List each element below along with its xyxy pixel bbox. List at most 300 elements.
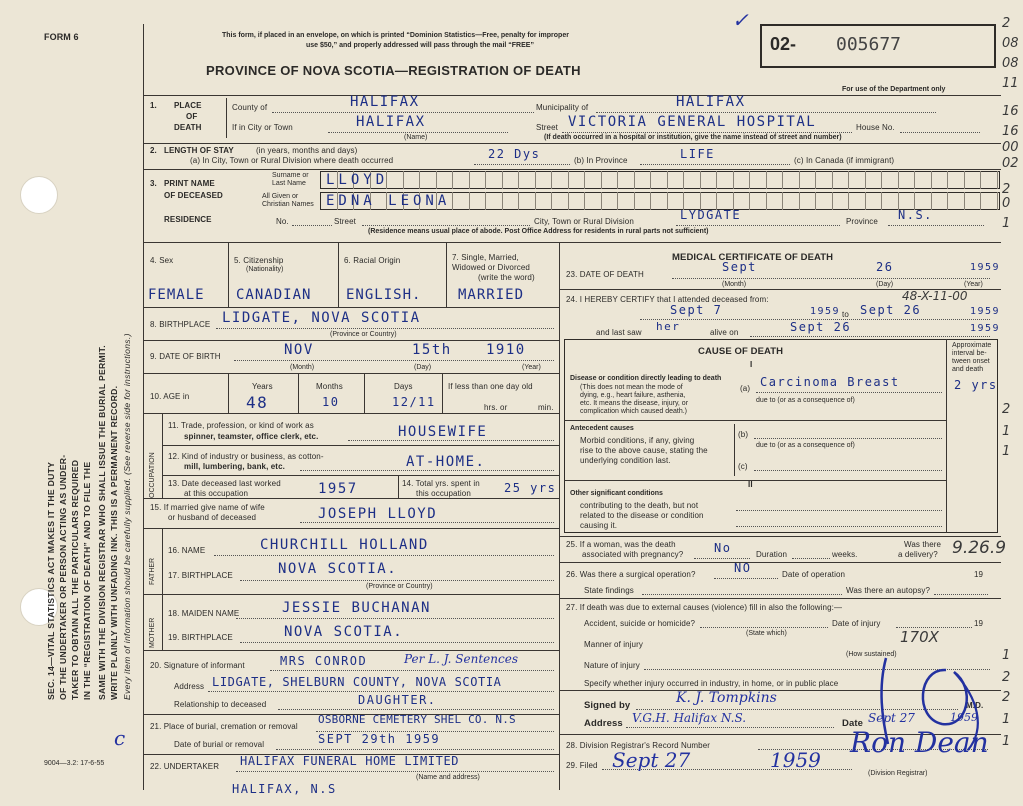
county-label: County of: [232, 103, 268, 112]
age-days-value: 12/11: [392, 395, 436, 409]
city-name-caption: (Name): [404, 134, 428, 141]
age-div-2: [298, 373, 299, 413]
totalyrs-label-1: 14. Total yrs. spent in: [402, 479, 480, 488]
registration-number: 005677: [836, 34, 902, 55]
weeks-label: weeks.: [832, 550, 858, 559]
name-num: 3.: [150, 179, 157, 188]
dod-year: 1959: [970, 262, 1001, 273]
side-instruction-1: SEC. 14—VITAL STATISTICS ACT MAKES IT THE DUTY: [46, 461, 56, 700]
duration-label: Duration: [756, 550, 788, 559]
informant-rel-line: [278, 709, 554, 710]
findings-label: State findings: [584, 586, 634, 595]
other-line-1: [736, 510, 942, 511]
approx-2: interval be-: [952, 350, 987, 357]
approx-3: tween onset: [952, 358, 990, 365]
street-value: VICTORIA GENERAL HOSPITAL: [568, 114, 817, 130]
cause-a-line: [756, 392, 942, 393]
name-label-1: PRINT NAME: [164, 179, 215, 188]
dob-year: 1910: [486, 342, 526, 358]
name-cell-divider: [931, 171, 932, 189]
name-cell-divider: [799, 192, 800, 210]
residence-note: (Residence means usual place of abode. Post Office Address for residents in rural parts not sufficient): [368, 228, 709, 235]
form-number: FORM 6: [44, 32, 79, 42]
place-label-2: OF: [186, 112, 198, 121]
dob-day-caption: (Day): [414, 364, 432, 371]
marital-label-3: (write the word): [478, 273, 535, 282]
margin-code: 11: [1002, 76, 1019, 91]
name-cell-divider: [683, 171, 684, 189]
dod-line: [672, 278, 990, 279]
margin-code: 2: [1002, 670, 1011, 685]
injury-date-label: Date of injury: [832, 619, 881, 628]
spouse-line: [300, 522, 554, 523]
name-cell-divider: [964, 171, 965, 189]
age-div-1: [228, 373, 229, 413]
name-cell-divider: [848, 192, 849, 210]
autopsy-line: [934, 594, 988, 595]
address-value: V.G.H. Halifax N.S.: [632, 711, 747, 725]
hospital-note: (If death occurred in a hospital or institution, give the name instead of street and number): [544, 134, 842, 141]
certify-label: 24. I HEREBY CERTIFY that I attended deceased from:: [566, 295, 769, 304]
citizenship-value: CANADIAN: [236, 287, 312, 303]
mother-birth-label: 19. BIRTHPLACE: [168, 633, 233, 642]
registrar-caption: (Division Registrar): [868, 770, 928, 777]
header-divider: [143, 95, 1001, 96]
undertaker-value-2: HALIFAX, N.S: [232, 782, 337, 796]
q25-value: No: [714, 541, 732, 555]
occupation-side-label: OCCUPATION: [149, 452, 156, 498]
delivery-label-2: a delivery?: [898, 550, 938, 559]
mother-birth-value: NOVA SCOTIA.: [284, 624, 404, 640]
dod-day: 26: [876, 260, 894, 274]
due-to-1: due to (or as a consequence of): [756, 397, 855, 404]
side-instruction-4: IN THE “REGISTRATION OF DEATH” AND TO FILE THE: [82, 461, 92, 700]
part-1-label: I: [750, 360, 753, 369]
other-line-2: [736, 526, 942, 527]
informant-sig-line: [270, 670, 554, 671]
age-oneday-label: If less than one day old: [448, 382, 533, 391]
father-birth-line: [240, 580, 554, 581]
residence-province-value: N.S.: [898, 208, 933, 222]
due-to-2: due to (or as a consequence of): [756, 442, 855, 449]
signature-flourish-icon: [858, 648, 998, 758]
margin-code: 1: [1002, 712, 1011, 727]
father-name-label: 16. NAME: [168, 546, 206, 555]
name-cell-divider: [650, 192, 651, 210]
informant-sig-value: MRS CONROD: [280, 654, 368, 668]
left-frame-line: [143, 24, 144, 790]
stay-a-line: [474, 164, 570, 165]
racial-divider: [446, 242, 447, 307]
place-label-3: DEATH: [174, 123, 202, 132]
name-cell-divider: [766, 192, 767, 210]
racial-value: ENGLISH.: [346, 287, 422, 303]
given-caption-2: Christian Names: [262, 201, 314, 208]
name-cell-divider: [485, 171, 486, 189]
father-birth-label: 17. BIRTHPLACE: [168, 571, 233, 580]
marital-label-2: Widowed or Divorced: [452, 263, 530, 272]
divider-4: [143, 307, 559, 308]
margin-code: 1: [1002, 216, 1011, 231]
residence-label: RESIDENCE: [164, 215, 212, 224]
county-value: HALIFAX: [350, 94, 420, 110]
name-cell-divider: [716, 171, 717, 189]
margin-code: 1: [1002, 424, 1011, 439]
residence-street-label: Street: [334, 217, 356, 226]
given-caption-1: All Given or: [262, 193, 299, 200]
name-cell-divider: [947, 192, 948, 210]
autopsy-label: Was there an autopsy?: [846, 586, 931, 595]
house-number-line: [900, 132, 980, 133]
father-birth-value: NOVA SCOTIA.: [278, 561, 398, 577]
surname-value: LLOYD: [326, 172, 389, 188]
cause-interval-divider: [946, 339, 947, 533]
duration-line: [792, 558, 830, 559]
stay-a-value: 22 Dys: [488, 147, 541, 161]
accident-label: Accident, suicide or homicide?: [584, 619, 696, 628]
age-div-4: [442, 373, 443, 413]
name-cell-divider: [964, 192, 965, 210]
name-cell-divider: [832, 192, 833, 210]
margin-code: 16: [1002, 124, 1019, 139]
other-2: contributing to the death, but not: [580, 501, 699, 510]
lastworked-value: 1957: [318, 481, 358, 497]
place-num: 1.: [150, 101, 157, 110]
q26-line: [714, 578, 778, 579]
divider-3: [143, 242, 1001, 243]
binder-hole-top: [20, 176, 58, 214]
mother-name-label: 18. MAIDEN NAME: [168, 609, 240, 618]
informant-addr-label: Address: [174, 682, 205, 691]
findings-line: [642, 594, 842, 595]
informant-addr-value: LIDGATE, SHELBURN COUNTY, NOVA SCOTIA: [212, 675, 502, 689]
name-cell-divider: [749, 192, 750, 210]
trade-label-1: 11. Trade, profession, or kind of work as: [168, 421, 314, 430]
city-line: [328, 132, 508, 133]
address-label: Address: [584, 718, 623, 729]
side-instruction-3: TAKER TO OBTAIN ALL THE PARTICULARS REQUIRED: [70, 459, 80, 700]
part-2-label: II: [748, 480, 753, 489]
delivery-code: 9.26.9: [952, 538, 1007, 558]
manner-label: Manner of injury: [584, 640, 643, 649]
municipality-line: [596, 112, 936, 113]
name-cell-divider: [584, 171, 585, 189]
certify-to-year: 1959: [970, 306, 1001, 317]
date-year: 1959: [950, 711, 978, 724]
city-label: If in City or Town: [232, 123, 293, 132]
divider-7: [143, 413, 559, 414]
sex-label: 4. Sex: [150, 256, 174, 265]
sex-divider: [228, 242, 229, 307]
dod-month-caption: (Month): [722, 281, 747, 288]
certify-from: Sept 7: [670, 303, 723, 317]
margin-code: 02: [1002, 156, 1019, 171]
delivery-label-1: Was there: [904, 540, 942, 549]
name-cell-divider: [733, 171, 734, 189]
signed-value: K. J. Tompkins: [676, 690, 777, 706]
father-name-value: CHURCHILL HOLLAND: [260, 537, 429, 553]
certify-to-label: to: [842, 310, 849, 319]
divider-9: [162, 475, 559, 476]
date-value: Sept 27: [868, 711, 915, 725]
dod-day-caption: (Day): [876, 281, 894, 288]
q28-label: 28. Division Registrar's Record Number: [566, 741, 711, 750]
name-cell-divider: [865, 192, 866, 210]
margin-code: 08: [1002, 56, 1019, 71]
undertaker-caption: (Name and address): [416, 774, 480, 781]
alive-line: [750, 336, 990, 337]
parents-column-line: [162, 528, 163, 650]
name-cell-divider: [667, 192, 668, 210]
q25-label-2: associated with pregnancy?: [582, 550, 684, 559]
name-cell-divider: [766, 171, 767, 189]
date-label: Date: [842, 718, 863, 729]
birthplace-label: 8. BIRTHPLACE: [150, 320, 211, 329]
side-instruction-5: SAME WITH THE DIVISION REGISTRAR WHO SHALL ISSUE THE BURIAL PERMIT.: [97, 345, 107, 700]
mail-notice-line2: use $50,” and properly addressed will pass through the mail “FREE”: [306, 42, 534, 49]
med-divider-4: [559, 598, 1001, 599]
residence-no-line: [292, 225, 332, 226]
name-cell-divider: [419, 171, 420, 189]
residence-city-label: City, Town or Rural Division: [534, 217, 634, 226]
specify-label: Specify whether injury occurred in industry, in home, or in public place: [584, 679, 839, 688]
stay-b-value: LIFE: [680, 147, 715, 161]
age-months-value: 10: [322, 395, 340, 409]
totalyrs-label-2: this occupation: [416, 489, 471, 498]
name-cell-divider: [700, 171, 701, 189]
lastworked-divider: [398, 475, 399, 498]
informant-sig-label: 20. Signature of informant: [150, 661, 245, 670]
q26-value: NO: [734, 561, 752, 575]
dob-label: 9. DATE OF BIRTH: [150, 352, 221, 361]
stay-b-label: (b) In Province: [574, 156, 628, 165]
informant-rel-label: Relationship to deceased: [174, 700, 267, 709]
lastworked-label-2: at this occupation: [184, 489, 249, 498]
how-sustained: (How sustained): [846, 651, 897, 658]
registration-prefix: 02-: [770, 34, 797, 54]
direct-2: (This does not mean the mode of: [580, 384, 683, 391]
trade-line: [348, 440, 554, 441]
divider-8: [162, 445, 559, 446]
department-use-note: For use of the Department only: [842, 86, 946, 93]
dod-label: 23. DATE OF DEATH: [566, 270, 644, 279]
spouse-label-1: 15. If married give name of wife: [150, 503, 265, 512]
margin-mark: c: [114, 726, 126, 750]
margin-code: 1: [1002, 648, 1011, 663]
lastsaw-label: and last saw: [596, 328, 642, 337]
industry-label-1: 12. Kind of industry or business, as cotton-: [168, 452, 324, 461]
interval-a-value: 2 yrs: [954, 378, 998, 392]
name-cell-divider: [782, 171, 783, 189]
age-hrs-label: hrs. or: [484, 403, 508, 412]
name-cell-divider: [551, 192, 552, 210]
divider-5: [143, 340, 559, 341]
spouse-label-2: or husband of deceased: [168, 513, 257, 522]
name-cell-divider: [881, 192, 882, 210]
cause-divider-2: [564, 480, 946, 481]
name-cell-divider: [865, 171, 866, 189]
divider-2: [143, 169, 1001, 170]
age-div-3: [364, 373, 365, 413]
filed-year: 1959: [770, 748, 821, 772]
burial-place-label: 21. Place of burial, cremation or removal: [150, 722, 298, 731]
med-divider-3: [559, 562, 1001, 563]
spouse-value: JOSEPH LLOYD: [318, 506, 438, 522]
name-cell-divider: [650, 171, 651, 189]
other-3: related to the disease or condition: [580, 511, 704, 520]
father-side-label: FATHER: [149, 557, 156, 585]
alive-value: Sept 26: [790, 320, 852, 334]
age-label: 10. AGE in: [150, 392, 190, 401]
q25-label-1: 25. If a woman, was the death: [566, 540, 676, 549]
mother-name-value: JESSIE BUCHANAN: [282, 600, 431, 616]
surname-caption-2: Last Name: [272, 180, 306, 187]
check-mark: ✓: [732, 8, 749, 32]
margin-code: 0: [1002, 196, 1011, 211]
place-label-1: PLACE: [174, 101, 202, 110]
q26-label: 26. Was there a surgical operation?: [566, 570, 696, 579]
undertaker-label: 22. UNDERTAKER: [150, 762, 220, 771]
lastsaw-value: her: [656, 320, 681, 333]
cause-b-line: [754, 438, 942, 439]
name-cell-divider: [947, 171, 948, 189]
mail-notice-line1: This form, if placed in an envelope, on which is printed “Dominion Statistics—Free, penalty for improper: [222, 32, 569, 39]
margin-code: 00: [1002, 140, 1019, 155]
accident-line: [700, 627, 828, 628]
surname-caption-1: Surname or: [272, 172, 309, 179]
dod-year-caption: (Year): [964, 281, 983, 288]
name-cell-divider: [584, 192, 585, 210]
op-date-label: Date of operation: [782, 570, 846, 579]
md-label: M.D.: [966, 701, 984, 710]
margin-code: 1: [1002, 444, 1011, 459]
citizen-divider: [338, 242, 339, 307]
stay-b-line: [640, 164, 790, 165]
residence-city-value: LYDGATE: [680, 208, 742, 222]
name-cell-divider: [667, 171, 668, 189]
approx-1: Approximate: [952, 342, 992, 349]
name-cell-divider: [980, 171, 981, 189]
op-date-19: 19: [974, 570, 984, 579]
name-cell-divider: [749, 171, 750, 189]
age-days-label: Days: [394, 382, 413, 391]
industry-label-2: mill, lumbering, bank, etc.: [184, 462, 285, 471]
name-cell-divider: [469, 171, 470, 189]
name-cell-divider: [997, 171, 998, 189]
name-cell-divider: [502, 171, 503, 189]
certify-from-year: 1959: [810, 306, 841, 317]
age-years-value: 48: [246, 393, 269, 412]
alive-year: 1959: [970, 323, 1001, 334]
side-instruction-6: WRITE PLAINLY WITH UNFADING INK. THIS IS A PERMANENT RECORD.: [109, 385, 119, 700]
name-cell-divider: [848, 171, 849, 189]
burial-date-line: [276, 749, 554, 750]
name-cell-divider: [799, 171, 800, 189]
mother-name-line: [236, 618, 554, 619]
margin-code: 2: [1002, 402, 1011, 417]
name-cell-divider: [535, 192, 536, 210]
antecedent-2: Morbid conditions, if any, giving: [580, 436, 695, 445]
undertaker-value: HALIFAX FUNERAL HOME LIMITED: [240, 754, 460, 768]
cause-a-value: Carcinoma Breast: [760, 375, 900, 389]
lastworked-label-1: 13. Date deceased last worked: [168, 479, 281, 488]
citizenship-label: 5. Citizenship: [234, 256, 284, 265]
birthplace-caption: (Province or Country): [330, 331, 397, 338]
sex-value: FEMALE: [148, 287, 205, 303]
stay-a-label: (a) In City, Town or Rural Division where death occurred: [190, 156, 394, 165]
name-cell-divider: [568, 171, 569, 189]
antecedent-brace: [734, 424, 735, 476]
direct-3: dying, e.g., heart failure, asthenia,: [580, 392, 686, 399]
burial-date-value: SEPT 29th 1959: [318, 732, 441, 746]
med-divider-2: [559, 536, 1001, 537]
dob-month-caption: (Month): [290, 364, 315, 371]
form-title: PROVINCE OF NOVA SCOTIA—REGISTRATION OF DEATH: [206, 63, 581, 78]
other-4: causing it.: [580, 521, 618, 530]
informant-addr-line: [208, 691, 554, 692]
footer-code: 9004—3.2: 17-6-55: [44, 760, 105, 767]
name-cell-divider: [469, 192, 470, 210]
mother-side-label: MOTHER: [149, 617, 156, 648]
father-name-line: [214, 555, 554, 556]
margin-code: 2: [1002, 690, 1011, 705]
name-cell-divider: [634, 171, 635, 189]
informant-sig-ink: Per L. J. Sentences: [404, 652, 518, 666]
name-cell-divider: [881, 171, 882, 189]
residence-province-line: [888, 225, 984, 226]
name-cell-divider: [452, 171, 453, 189]
undertaker-line: [236, 771, 554, 772]
occupation-column-line: [162, 413, 163, 498]
dob-year-caption: (Year): [522, 364, 541, 371]
burial-date-label: Date of burial or removal: [174, 740, 265, 749]
name-cell-divider: [980, 192, 981, 210]
residence-no-label: No.: [276, 217, 289, 226]
name-cell-divider: [485, 192, 486, 210]
municipality-label: Municipality of: [536, 103, 589, 112]
signed-label: Signed by: [584, 700, 631, 711]
direct-4: etc. It means the disease, injury, or: [580, 400, 689, 407]
name-cell-divider: [782, 192, 783, 210]
filed-value: Sept 27: [612, 748, 691, 772]
stay-caption: (in years, months and days): [256, 146, 358, 155]
name-cell-divider: [601, 192, 602, 210]
divider-11: [143, 528, 559, 529]
father-country-caption: (Province or Country): [366, 583, 433, 590]
margin-code: 2: [1002, 16, 1011, 31]
dob-day: 15th: [412, 342, 452, 358]
cause-a-label: (a): [740, 384, 751, 393]
street-line: [562, 132, 852, 133]
trade-label-2: spinner, teamster, office clerk, etc.: [184, 432, 319, 441]
name-cell-divider: [436, 171, 437, 189]
side-instruction-2: OF THE UNDERTAKER OR PERSON ACTING AS UNDER-: [58, 454, 68, 700]
cause-header: CAUSE OF DEATH: [698, 346, 784, 357]
name-cell-divider: [551, 171, 552, 189]
margin-code: 2: [1002, 182, 1011, 197]
age-min-label: min.: [538, 403, 554, 412]
state-which: (State which): [746, 630, 787, 637]
mother-birth-line: [240, 642, 554, 643]
municipality-value: HALIFAX: [676, 94, 746, 110]
name-label-2: OF DECEASED: [164, 191, 223, 200]
informant-rel-value: DAUGHTER.: [358, 693, 437, 707]
side-instruction-7: Every item of information should be carefully supplied. (See reverse side for instructions.): [122, 333, 132, 700]
divider-1: [143, 143, 1001, 144]
antecedent-1: Antecedent causes: [570, 425, 634, 432]
name-cell-divider: [997, 192, 998, 210]
nature-label: Nature of injury: [584, 661, 640, 670]
